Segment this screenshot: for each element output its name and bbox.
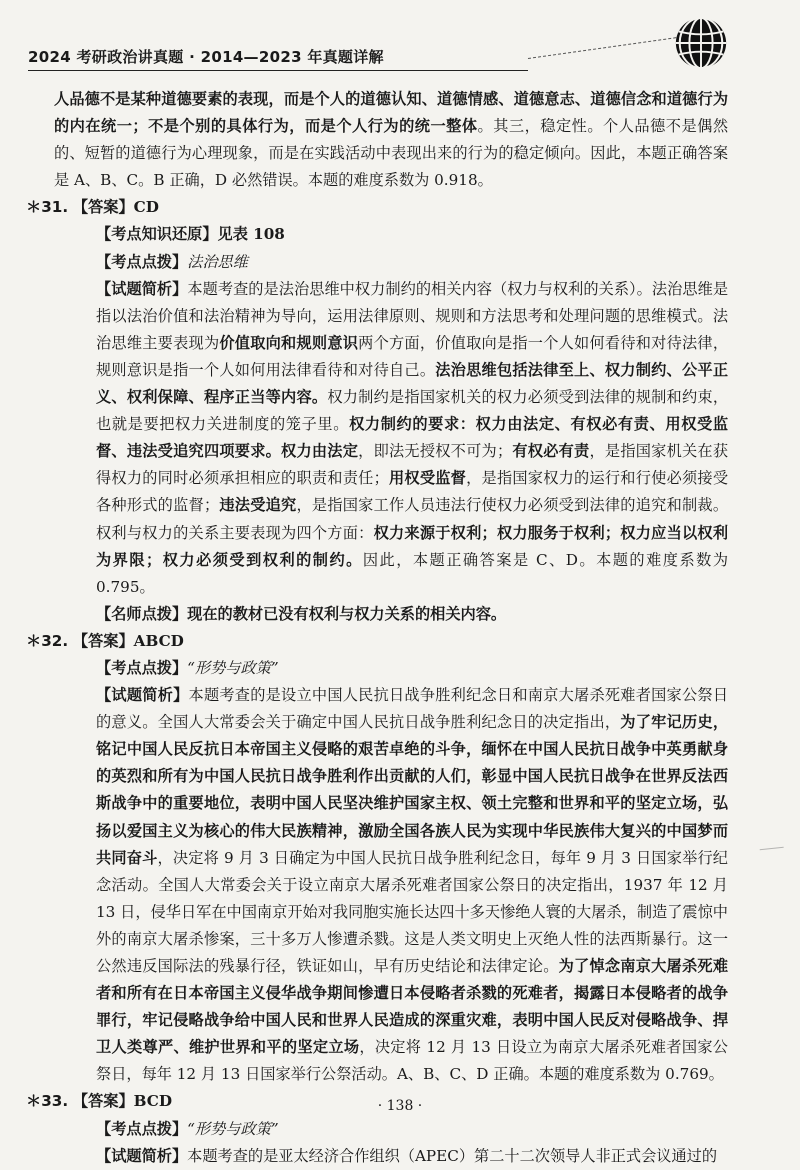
- q31-analysis-p2b: 法治思维包括法律至上、权力制约、公平正义、权利保障、程序正当等内容。: [96, 360, 729, 407]
- q30-tail-paragraph: [54, 86, 728, 194]
- q33-answer-text: 【答案】BCD: [72, 1092, 173, 1111]
- scan-smudge: [760, 847, 785, 856]
- q31-knowledge: [54, 221, 728, 248]
- q31-analysis-p7b: 权力来源于权利；权力服务于权利；权力应当以权利为界限；权力必须受到权利的制约。: [96, 523, 729, 569]
- q32-analysis-label: 【试题简析】: [96, 686, 189, 705]
- q32-point-text: “形势与政策”: [187, 658, 279, 677]
- q31-point-label: 【考点点拨】: [96, 252, 188, 271]
- q32-analysis-a1c: ，决定将 9 月 3 日确定为中国人民抗日战争胜利纪念日，每年 9 月 3 日国家举行纪念活动。全国人大常委会关于设立南京大屠杀死难者国家公祭日的决定指出，1937 年 12 月 13 日，侵华日军在中国南京开始对我同胞实施长达四十多天惨绝人寰的大屠杀，制造了震惊中外的南京大屠杀惨案，三十多万人惨遭杀戮。这是人类文明史上灭绝人性的法西斯暴行。这一公然违反国际法的残暴行径，铁证如山，早有历史结论和法律定论。: [96, 848, 728, 975]
- q32-answer-text: 【答案】ABCD: [72, 631, 184, 650]
- q31-analysis: [54, 276, 728, 601]
- q31-point-text: 法治思维: [187, 252, 248, 271]
- q31-analysis-label: 【试题简析】: [96, 279, 188, 298]
- q33-point: [54, 1116, 728, 1143]
- q32-analysis: [54, 682, 728, 1088]
- q31-analysis-p4b: 有权必有责: [512, 442, 590, 461]
- q32-analysis-a1e: ，决定将 12 月 13 日设立为南京大屠杀死难者国家公祭日，每年 12 月 13 日国家举行公祭活动。A、B、C、D 正确。本题的难度系数为 0.769。: [96, 1038, 728, 1084]
- q33-point-label: 【考点点拨】: [96, 1119, 188, 1138]
- page-body: [26, 86, 729, 1170]
- q31-analysis-p3c: ，即法无授权不可为；: [358, 442, 513, 461]
- globe-logo-icon: [672, 14, 730, 72]
- q31-analysis-p3b: 权力制约的要求：权力由法定、有权必有责、用权受监督、违法受追究四项要求。权力由法定: [96, 415, 729, 461]
- q32-analysis-a1b: 为了牢记历史，铭记中国人民反抗日本帝国主义侵略的艰苦卓绝的斗争，缅怀在中国人民抗日战争中英勇献身的英烈和所有为中国人民抗日战争胜利作出贡献的人们，彰显中国人民抗日战争在世界反法西斯战争中的重要地位，表明中国人民坚决维护国家主权、领土完整和世界和平的坚定立场，弘扬以爱国主义为核心的伟大民族精神，激励全国各族人民为实现中华民族伟大复兴的中国梦而共同奋斗: [96, 713, 729, 867]
- q31-point: [54, 249, 728, 276]
- q31-number: ＊31.: [26, 198, 69, 217]
- q33-point-text: “形势与政策”: [187, 1119, 279, 1138]
- q33-analysis: [54, 1143, 728, 1170]
- q31-analysis-p1c: 两个方面，价值取向是指一个人如何看待和对待法律，规则意识是指一个人如何用法律看待和对待自己。: [96, 333, 729, 379]
- q31-analysis-p7c: 因此，本题正确答案是 C、D。本题的难度系数为 0.795。: [96, 550, 729, 596]
- q31-analysis-p4c: ，是指国家机关在获得权力的同时必须承担相应的职责和责任；: [96, 442, 729, 488]
- q31-answer-text: 【答案】CD: [72, 198, 159, 217]
- page-header: [28, 18, 718, 68]
- q30-tail-bold: 人品德不是某种道德要素的表现，而是个人的道德认知、道德情感、道德意志、道德信念和道德行为的内在统一；不是个别的具体行为，而是个人行为的统一整体: [54, 90, 728, 136]
- q32-analysis-a1d: 为了悼念南京大屠杀死难者和所有在日本帝国主义侵华战争期间惨遭日本侵略者杀戮的死难者，揭露日本侵略者的战争罪行，牢记侵略战争给中国人民和世界人民造成的深重灾难，表明中国人民反对侵略战争、捍卫人类尊严、维护世界和平的坚定立场: [96, 957, 729, 1057]
- q31-knowledge-text: 【考点知识还原】见表 108: [96, 225, 285, 244]
- q30-tail-text: 。其三，稳定性。个人品德不是偶然的、短暂的道德行为心理现象，而是在实践活动中表现出来的行为的稳定倾向。因此，本题正确答案是 A、B、C。B 正确，D 必然错误。本题的难度系数为 0.918。: [54, 117, 729, 190]
- q31-analysis-p1: 本题考查的是法治思维中权力制约的相关内容（权力与权利的关系）。法治思维是指以法治价值和法治精神为导向，运用法律原则、规则和方法思考和处理问题的思维模式。法治思维主要表现为: [96, 279, 729, 352]
- q32-analysis-a1: 本题考查的是设立中国人民抗日战争胜利纪念日和南京大屠杀死难者国家公祭日的意义。全国人大常委会关于确定中国人民抗日战争胜利纪念日的决定指出，: [96, 686, 729, 732]
- header-rule: [28, 70, 528, 71]
- q31-teacher-text: 现在的教材已没有权利与权力关系的相关内容。: [187, 604, 507, 623]
- q31-analysis-p1b: 价值取向和规则意识: [219, 333, 359, 352]
- q31-analysis-p6c: ，是指国家工作人员违法行使权力必须受到法律的追究和制裁。权利与权力的关系主要表现为四个方面：: [96, 496, 729, 542]
- q32-answer: [26, 628, 728, 655]
- q31-teacher-label: 【名师点拨】: [96, 604, 188, 623]
- q32-point: [54, 655, 728, 682]
- q31-analysis-p2c: 权力制约是指国家机关的权力必须受到法律的规制和约束，也就是要把权力关进制度的笼子里。: [96, 388, 729, 434]
- q31-teacher: [54, 601, 728, 628]
- q33-number: ＊33.: [26, 1092, 69, 1111]
- q32-point-label: 【考点点拨】: [96, 658, 188, 677]
- q31-answer: [26, 194, 728, 221]
- q32-number: ＊32.: [26, 631, 69, 650]
- q33-analysis-label: 【试题简析】: [96, 1146, 188, 1165]
- q31-analysis-p5b: 用权受监督: [388, 469, 467, 488]
- page-number: · 138 ·: [377, 1098, 423, 1114]
- q31-analysis-p5c: ，是指国家权力的运行和行使必须接受各种形式的监督；: [96, 469, 729, 515]
- q33-analysis-a1: 本题考查的是亚太经济合作组织（APEC）第二十二次领导人非正式会议通过的: [187, 1146, 718, 1165]
- header-title: 2024 考研政治讲真题 · 2014—2023 年真题详解: [28, 48, 384, 66]
- q31-analysis-p6b: 违法受追究: [219, 496, 297, 515]
